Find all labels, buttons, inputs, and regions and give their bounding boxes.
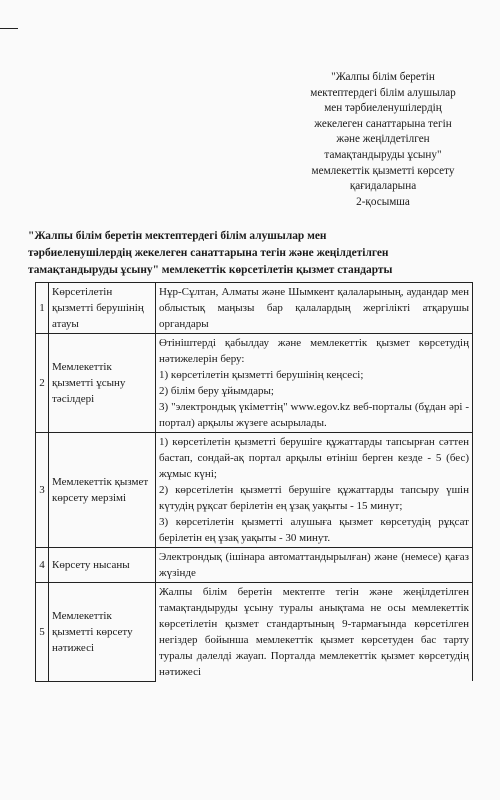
row-name: Мемлекеттік қызметті ұсыну тәсілдері [49, 334, 156, 433]
corner-mark [0, 28, 18, 29]
standard-table [35, 282, 473, 682]
row-value [156, 433, 473, 548]
row-name: Мемлекеттік қызметті көрсету нәтижесі [49, 583, 156, 682]
appendix-line: және жеңілдетілген [336, 133, 430, 146]
value-paragraph: Нұр-Сұлтан, Алматы және Шымкент қалаларының, аудандар мен облыстық маңызы бар қалалардың жергілікті атқарушы органдары [159, 286, 469, 330]
table-row [36, 334, 473, 433]
value-paragraph: 3) "электрондық үкіметтің" www.egov.kz веб-порталы (бұдан әрі - портал) арқылы жүзеге асырылады. [159, 401, 469, 429]
row-value [156, 283, 473, 334]
appendix-line: қағидаларына [349, 180, 417, 193]
table-row [36, 283, 473, 334]
row-name: Көрсету нысаны [49, 548, 156, 583]
row-name: Көрсетілетін қызметті берушінің атауы [49, 283, 156, 334]
appendix-note [288, 70, 478, 210]
table-row [36, 433, 473, 548]
table-row [36, 583, 473, 682]
value-paragraph: 1) көрсетілетін қызметті берушінің кеңсесі; [159, 369, 364, 381]
value-paragraph: 2) білім беру ұйымдары; [159, 385, 274, 397]
row-number: 3 [36, 433, 49, 548]
row-name: Мемлекеттік қызмет көрсету мерзімі [49, 433, 156, 548]
value-paragraph: Жалпы білім беретін мектепте тегін және жеңілдетілген тамақтандыруды ұсыну туралы анықтама не осы мемлекеттік көрсетілетін қызмет стандартының 9-тармағында көрсетілген негіздер бойынша мемлекеттік қызмет көрсетуден бас тарту туралы дәлелді жауап. Порталда мемлекеттік қызмет көрсетудің нәтижесі [159, 586, 469, 678]
appendix-line: тамақтандыруды ұсыну" [324, 148, 442, 161]
row-number: 1 [36, 283, 49, 334]
row-value [156, 548, 473, 583]
title-line: тәрбиеленушілердің жекелеген санаттарына тегін және жеңілдетілген [28, 247, 389, 259]
appendix-line: мектептердегі білім алушылар [310, 86, 456, 99]
row-number: 2 [36, 334, 49, 433]
value-paragraph: 1) көрсетілетін қызметті берушіге құжаттарды тапсырған сәттен бастап, сондай-ақ портал арқылы өтініш берген кезде - 5 (бес) жұмыс күні; [159, 436, 469, 480]
appendix-line: мемлекеттік қызметті көрсету [311, 164, 455, 177]
row-value [156, 583, 473, 682]
title-line: "Жалпы білім беретін мектептердегі білім алушылар мен [28, 230, 327, 242]
appendix-line: мен тәрбиеленушілердің [324, 102, 442, 115]
title-line: тамақтандыруды ұсыну" мемлекеттік көрсетілетін қызмет стандарты [28, 264, 393, 276]
appendix-line: жекелеген санаттарына тегін [314, 117, 452, 130]
value-paragraph: 3) көрсетілетін қызметті алушыға қызмет көрсетудің рұқсат берілетін ең ұзақ уақыты - 30 минут. [159, 516, 469, 544]
row-number: 5 [36, 583, 49, 682]
row-number: 4 [36, 548, 49, 583]
appendix-line: "Жалпы білім беретін [331, 71, 435, 83]
value-paragraph: 2) көрсетілетін қызметті берушіге құжаттарды тапсыру үшін күтудің рұқсат берілетін ең ұзақ уақыты - 15 минут; [159, 484, 469, 512]
row-value [156, 334, 473, 433]
value-paragraph: Электрондық (ішінара автоматтандырылған) және (немесе) қағаз жүзінде [159, 551, 469, 579]
document-title [28, 228, 468, 279]
value-paragraph: Өтініштерді қабылдау және мемлекеттік қызмет көрсетудің нәтижелерін беру: [159, 337, 469, 365]
appendix-number: 2-қосымша [356, 195, 410, 208]
table-row [36, 548, 473, 583]
